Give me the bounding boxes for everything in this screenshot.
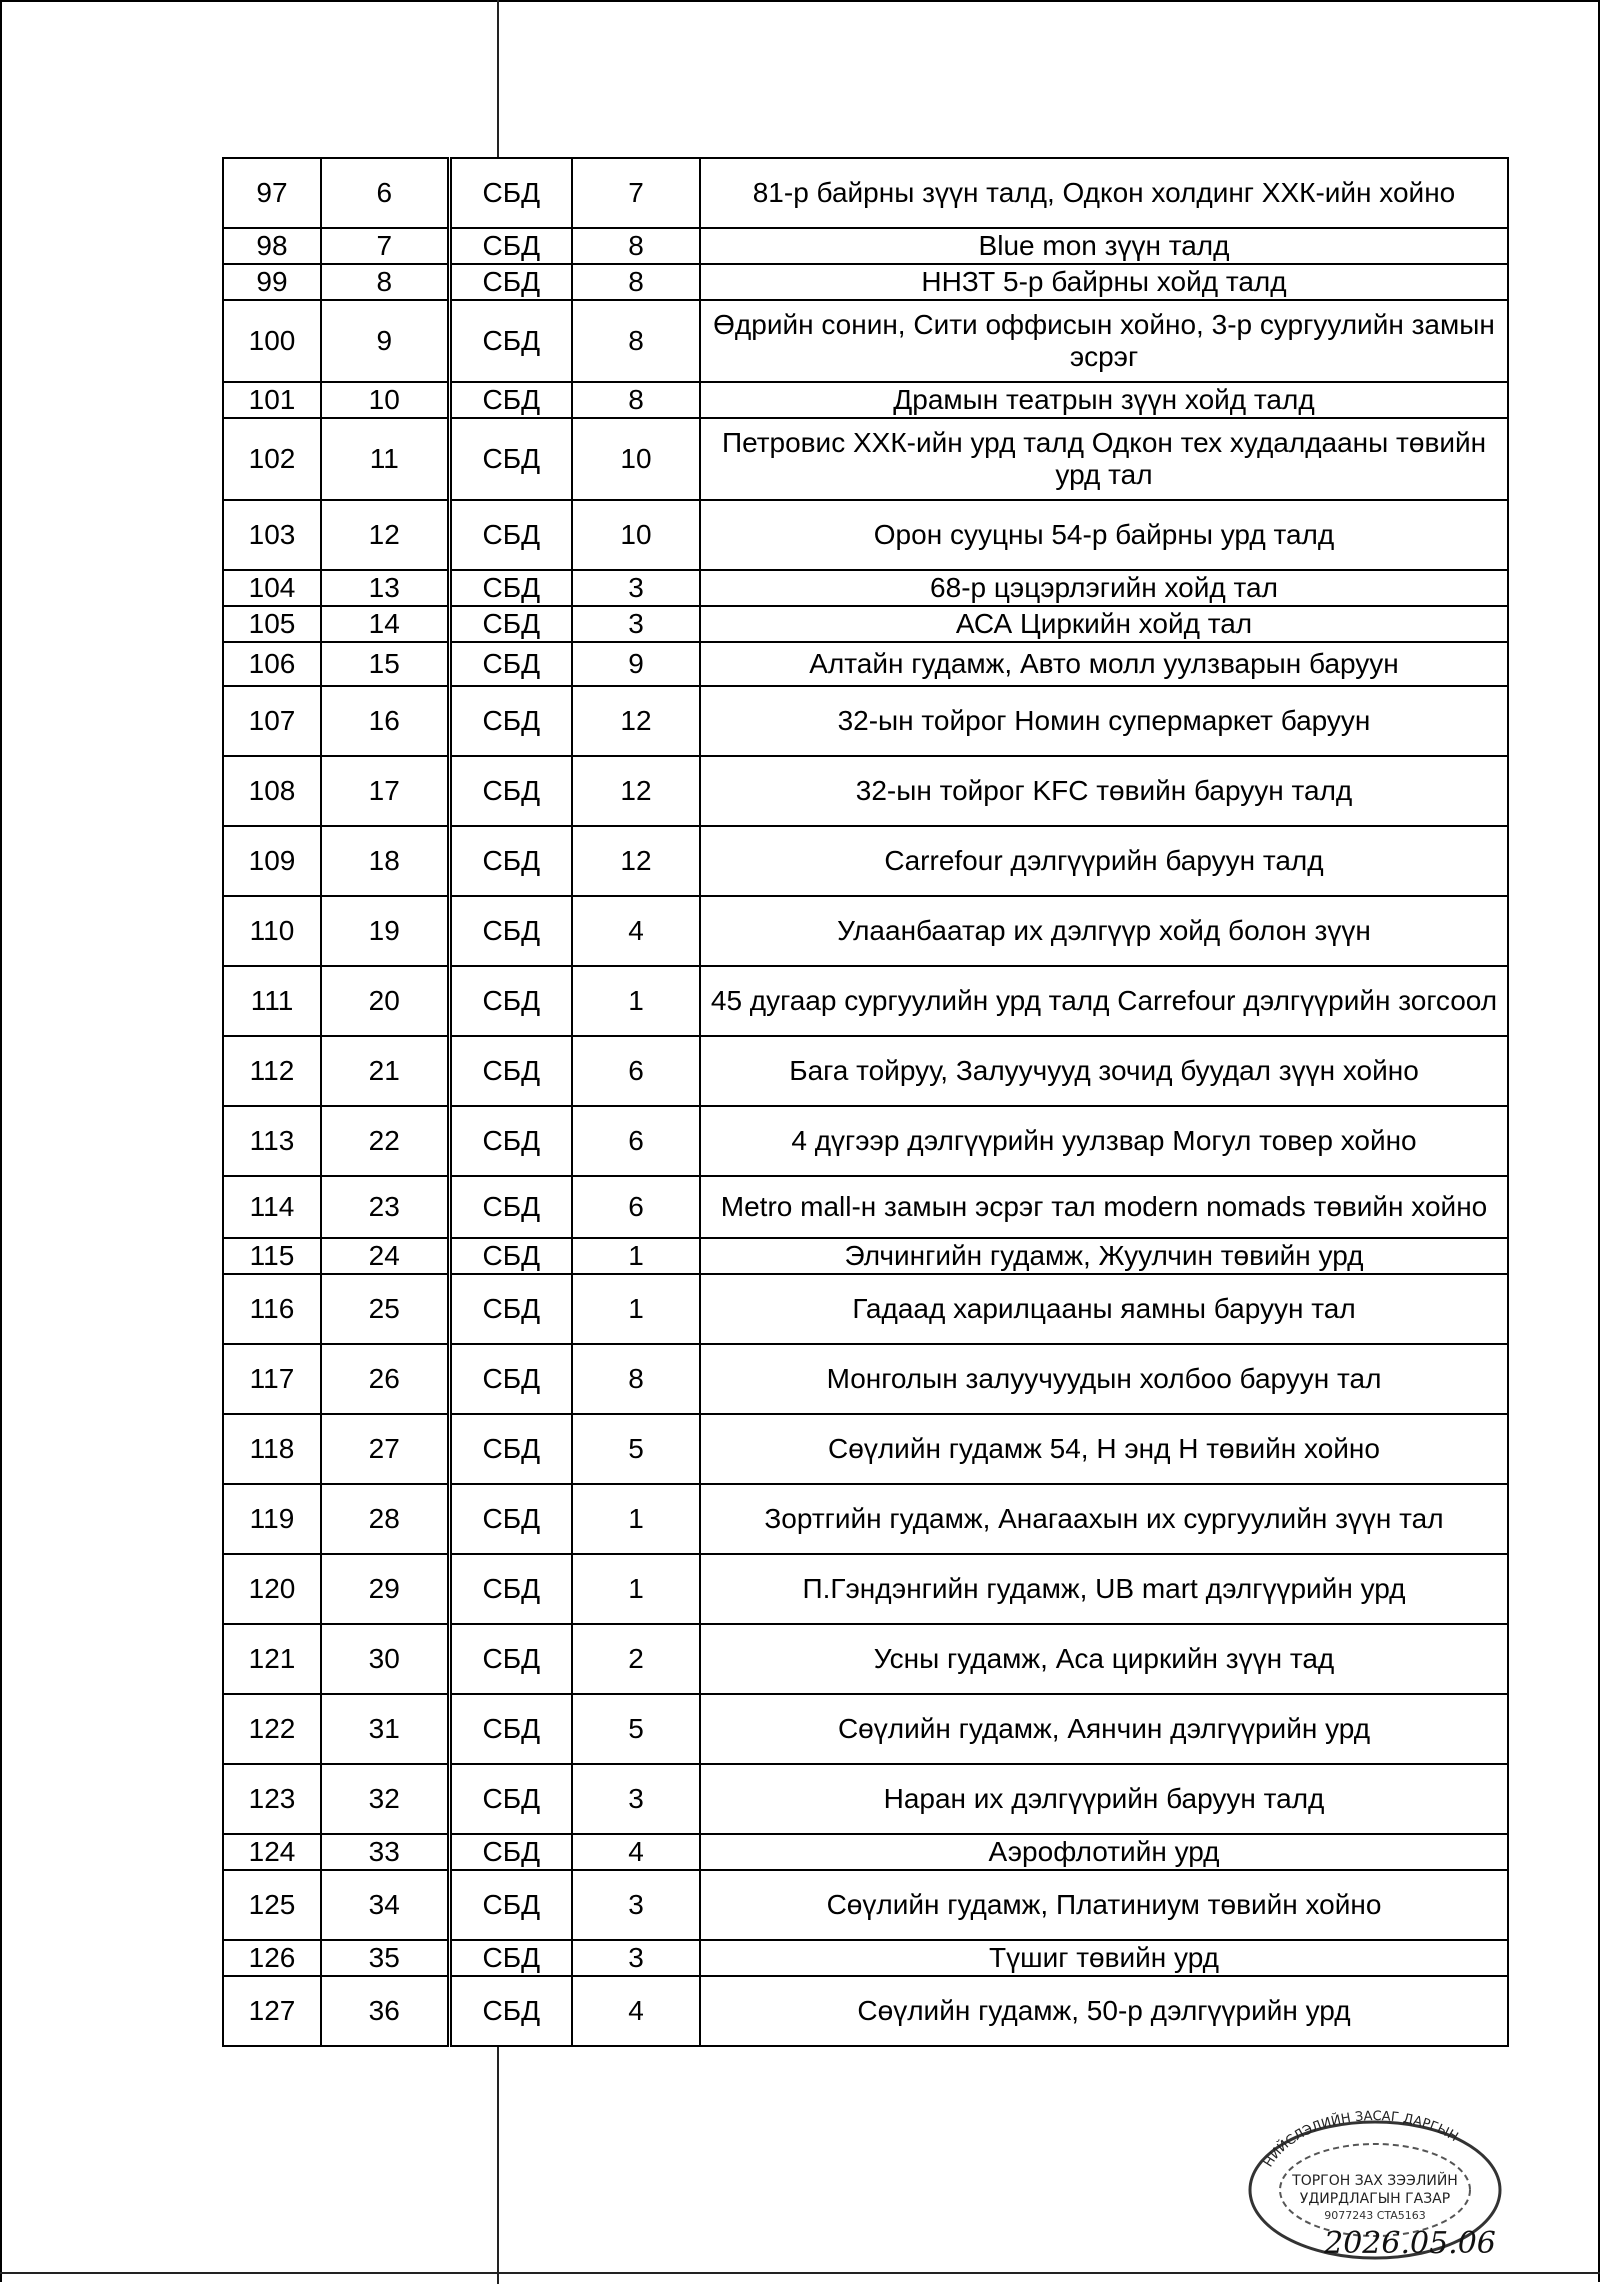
cell-type: СБД xyxy=(449,1414,572,1484)
cell-number: 112 xyxy=(223,1036,321,1106)
cell-sub-number: 27 xyxy=(321,1414,449,1484)
table-row xyxy=(223,966,1508,1036)
cell-location: Бага тойруу, Залуучууд зочид буудал зүүн хойно xyxy=(700,1036,1508,1106)
cell-district: 5 xyxy=(572,1414,700,1484)
cell-sub-number: 12 xyxy=(321,500,449,570)
cell-district: 8 xyxy=(572,382,700,418)
cell-district: 5 xyxy=(572,1694,700,1764)
cell-number: 98 xyxy=(223,228,321,264)
cell-location: 45 дугаар сургуулийн урд талд Carrefour дэлгүүрийн зогсоол xyxy=(700,966,1508,1036)
cell-type: СБД xyxy=(449,1274,572,1344)
table-row xyxy=(223,896,1508,966)
cell-type: СБД xyxy=(449,1238,572,1274)
cell-district: 6 xyxy=(572,1176,700,1238)
cell-district: 8 xyxy=(572,1344,700,1414)
cell-location: Алтайн гудамж, Авто молл уулзварын баруун xyxy=(700,642,1508,686)
cell-sub-number: 6 xyxy=(321,158,449,228)
cell-type: СБД xyxy=(449,756,572,826)
cell-number: 109 xyxy=(223,826,321,896)
cell-type: СБД xyxy=(449,158,572,228)
cell-number: 123 xyxy=(223,1764,321,1834)
cell-district: 1 xyxy=(572,966,700,1036)
table-row xyxy=(223,300,1508,382)
cell-number: 104 xyxy=(223,570,321,606)
cell-district: 1 xyxy=(572,1554,700,1624)
cell-number: 117 xyxy=(223,1344,321,1414)
cell-district: 1 xyxy=(572,1238,700,1274)
cell-type: СБД xyxy=(449,228,572,264)
cell-sub-number: 10 xyxy=(321,382,449,418)
stamp-arc-text: НИЙСЛЭЛИЙН ЗАСАГ ДАРГЫН xyxy=(1261,2108,1461,2171)
cell-number: 121 xyxy=(223,1624,321,1694)
cell-district: 8 xyxy=(572,300,700,382)
cell-district: 10 xyxy=(572,500,700,570)
cell-sub-number: 35 xyxy=(321,1940,449,1976)
table-row xyxy=(223,686,1508,756)
stamp-line1: ТОРГОН ЗАХ ЗЭЭЛИЙН xyxy=(1292,2173,1458,2189)
table-row xyxy=(223,642,1508,686)
cell-number: 115 xyxy=(223,1238,321,1274)
cell-type: СБД xyxy=(449,570,572,606)
cell-location: Монголын залуучуудын холбоо баруун тал xyxy=(700,1344,1508,1414)
cell-type: СБД xyxy=(449,642,572,686)
cell-district: 4 xyxy=(572,1976,700,2046)
cell-type: СБД xyxy=(449,300,572,382)
table-row xyxy=(223,1976,1508,2046)
cell-location: 81-р байрны зүүн талд, Одкон холдинг ХХК-ийн хойно xyxy=(700,158,1508,228)
cell-location: 4 дүгээр дэлгүүрийн уулзвар Могул товер хойно xyxy=(700,1106,1508,1176)
cell-location: Сөүлийн гудамж, 50-р дэлгүүрийн урд xyxy=(700,1976,1508,2046)
table-row xyxy=(223,756,1508,826)
cell-location: Түшиг төвийн урд xyxy=(700,1940,1508,1976)
cell-type: СБД xyxy=(449,1036,572,1106)
cell-sub-number: 11 xyxy=(321,418,449,500)
cell-number: 119 xyxy=(223,1484,321,1554)
bottom-border-line xyxy=(0,2272,1600,2274)
table-row xyxy=(223,1036,1508,1106)
cell-sub-number: 30 xyxy=(321,1624,449,1694)
cell-number: 120 xyxy=(223,1554,321,1624)
table-row xyxy=(223,1940,1508,1976)
cell-type: СБД xyxy=(449,1344,572,1414)
cell-district: 10 xyxy=(572,418,700,500)
cell-location: 68-р цэцэрлэгийн хойд тал xyxy=(700,570,1508,606)
table-row xyxy=(223,1624,1508,1694)
cell-sub-number: 14 xyxy=(321,606,449,642)
table-row xyxy=(223,1106,1508,1176)
cell-district: 6 xyxy=(572,1036,700,1106)
stamp-handwritten-date: 2026.05.06 xyxy=(1324,2226,1496,2261)
cell-district: 8 xyxy=(572,228,700,264)
table-row xyxy=(223,1238,1508,1274)
table-row xyxy=(223,1694,1508,1764)
cell-location: 32-ын тойрог Номин супермаркет баруун xyxy=(700,686,1508,756)
cell-sub-number: 23 xyxy=(321,1176,449,1238)
cell-location: Зортгийн гудамж, Анагаахын их сургуулийн зүүн тал xyxy=(700,1484,1508,1554)
cell-district: 12 xyxy=(572,686,700,756)
cell-sub-number: 21 xyxy=(321,1036,449,1106)
cell-type: СБД xyxy=(449,1554,572,1624)
cell-location: Орон сууцны 54-р байрны урд талд xyxy=(700,500,1508,570)
cell-district: 9 xyxy=(572,642,700,686)
cell-location: Өдрийн сонин, Сити оффисын хойно, 3-р сургуулийн замын эсрэг xyxy=(700,300,1508,382)
stamp-line2: УДИРДЛАГЫН ГАЗАР xyxy=(1299,2191,1451,2207)
cell-sub-number: 34 xyxy=(321,1870,449,1940)
cell-district: 12 xyxy=(572,756,700,826)
cell-number: 125 xyxy=(223,1870,321,1940)
cell-district: 1 xyxy=(572,1274,700,1344)
table-row xyxy=(223,1870,1508,1940)
cell-number: 102 xyxy=(223,418,321,500)
cell-number: 127 xyxy=(223,1976,321,2046)
cell-location: Элчингийн гудамж, Жуулчин төвийн урд xyxy=(700,1238,1508,1274)
cell-district: 3 xyxy=(572,1870,700,1940)
table-row xyxy=(223,1274,1508,1344)
cell-sub-number: 16 xyxy=(321,686,449,756)
cell-type: СБД xyxy=(449,500,572,570)
cell-type: СБД xyxy=(449,686,572,756)
cell-number: 113 xyxy=(223,1106,321,1176)
cell-type: СБД xyxy=(449,826,572,896)
cell-type: СБД xyxy=(449,1940,572,1976)
cell-sub-number: 36 xyxy=(321,1976,449,2046)
cell-location: Сөүлийн гудамж, Платиниум төвийн хойно xyxy=(700,1870,1508,1940)
cell-type: СБД xyxy=(449,1834,572,1870)
cell-number: 110 xyxy=(223,896,321,966)
table-row xyxy=(223,264,1508,300)
cell-number: 116 xyxy=(223,1274,321,1344)
table-row xyxy=(223,1344,1508,1414)
cell-district: 3 xyxy=(572,606,700,642)
table-row xyxy=(223,382,1508,418)
cell-type: СБД xyxy=(449,1484,572,1554)
cell-number: 97 xyxy=(223,158,321,228)
cell-location: Carrefour дэлгүүрийн баруун талд xyxy=(700,826,1508,896)
cell-district: 12 xyxy=(572,826,700,896)
cell-sub-number: 9 xyxy=(321,300,449,382)
cell-type: СБД xyxy=(449,1106,572,1176)
cell-number: 106 xyxy=(223,642,321,686)
cell-district: 4 xyxy=(572,896,700,966)
cell-sub-number: 31 xyxy=(321,1694,449,1764)
cell-type: СБД xyxy=(449,1764,572,1834)
cell-sub-number: 19 xyxy=(321,896,449,966)
table-row xyxy=(223,500,1508,570)
cell-district: 1 xyxy=(572,1484,700,1554)
cell-type: СБД xyxy=(449,896,572,966)
table-row xyxy=(223,570,1508,606)
cell-district: 7 xyxy=(572,158,700,228)
cell-sub-number: 26 xyxy=(321,1344,449,1414)
location-table xyxy=(222,157,1509,2047)
cell-type: СБД xyxy=(449,606,572,642)
cell-district: 4 xyxy=(572,1834,700,1870)
cell-number: 103 xyxy=(223,500,321,570)
cell-type: СБД xyxy=(449,1694,572,1764)
cell-type: СБД xyxy=(449,264,572,300)
cell-location: Сөүлийн гудамж 54, Н энд Н төвийн хойно xyxy=(700,1414,1508,1484)
cell-location: Гадаад харилцааны яамны баруун тал xyxy=(700,1274,1508,1344)
cell-location: П.Гэндэнгийн гудамж, UB mart дэлгүүрийн урд xyxy=(700,1554,1508,1624)
stamp-codes: 9077243 CTA5163 xyxy=(1324,2209,1426,2222)
cell-district: 2 xyxy=(572,1624,700,1694)
cell-district: 8 xyxy=(572,264,700,300)
cell-number: 105 xyxy=(223,606,321,642)
cell-sub-number: 24 xyxy=(321,1238,449,1274)
cell-location: Усны гудамж, Аса циркийн зүүн тад xyxy=(700,1624,1508,1694)
cell-location: Наран их дэлгүүрийн баруун талд xyxy=(700,1764,1508,1834)
cell-number: 99 xyxy=(223,264,321,300)
table-row xyxy=(223,1484,1508,1554)
table-body xyxy=(223,158,1508,2046)
table-row xyxy=(223,826,1508,896)
cell-sub-number: 13 xyxy=(321,570,449,606)
table-row xyxy=(223,1176,1508,1238)
cell-sub-number: 32 xyxy=(321,1764,449,1834)
cell-location: Metro mall-н замын эсрэг тал modern nomads төвийн хойно xyxy=(700,1176,1508,1238)
cell-location: Blue mon зүүн талд xyxy=(700,228,1508,264)
table-row xyxy=(223,1554,1508,1624)
cell-sub-number: 25 xyxy=(321,1274,449,1344)
cell-sub-number: 15 xyxy=(321,642,449,686)
table-row xyxy=(223,1764,1508,1834)
table-row xyxy=(223,228,1508,264)
cell-number: 101 xyxy=(223,382,321,418)
cell-sub-number: 22 xyxy=(321,1106,449,1176)
cell-sub-number: 8 xyxy=(321,264,449,300)
cell-type: СБД xyxy=(449,382,572,418)
cell-number: 114 xyxy=(223,1176,321,1238)
cell-type: СБД xyxy=(449,966,572,1036)
cell-sub-number: 20 xyxy=(321,966,449,1036)
cell-sub-number: 17 xyxy=(321,756,449,826)
cell-location: АСА Циркийн хойд тал xyxy=(700,606,1508,642)
cell-location: Сөүлийн гудамж, Аянчин дэлгүүрийн урд xyxy=(700,1694,1508,1764)
cell-sub-number: 7 xyxy=(321,228,449,264)
cell-number: 126 xyxy=(223,1940,321,1976)
cell-location: Драмын театрын зүүн хойд талд xyxy=(700,382,1508,418)
cell-number: 107 xyxy=(223,686,321,756)
cell-number: 122 xyxy=(223,1694,321,1764)
cell-location: 32-ын тойрог KFC төвийн баруун талд xyxy=(700,756,1508,826)
table-row xyxy=(223,1414,1508,1484)
cell-number: 108 xyxy=(223,756,321,826)
cell-number: 111 xyxy=(223,966,321,1036)
cell-type: СБД xyxy=(449,1624,572,1694)
cell-district: 3 xyxy=(572,1940,700,1976)
cell-location: Аэрофлотийн урд xyxy=(700,1834,1508,1870)
cell-type: СБД xyxy=(449,1976,572,2046)
cell-location: ННЗТ 5-р байрны хойд талд xyxy=(700,264,1508,300)
cell-type: СБД xyxy=(449,1176,572,1238)
cell-district: 6 xyxy=(572,1106,700,1176)
cell-location: Улаанбаатар их дэлгүүр хойд болон зүүн xyxy=(700,896,1508,966)
cell-type: СБД xyxy=(449,418,572,500)
official-stamp xyxy=(1225,2095,1525,2265)
cell-sub-number: 18 xyxy=(321,826,449,896)
cell-location: Петровис ХХК-ийн урд талд Одкон тех худалдааны төвийн урд тал xyxy=(700,418,1508,500)
cell-number: 118 xyxy=(223,1414,321,1484)
cell-sub-number: 33 xyxy=(321,1834,449,1870)
cell-sub-number: 29 xyxy=(321,1554,449,1624)
cell-type: СБД xyxy=(449,1870,572,1940)
cell-sub-number: 28 xyxy=(321,1484,449,1554)
cell-district: 3 xyxy=(572,1764,700,1834)
cell-number: 124 xyxy=(223,1834,321,1870)
table-row xyxy=(223,606,1508,642)
cell-district: 3 xyxy=(572,570,700,606)
table-row xyxy=(223,418,1508,500)
table-row xyxy=(223,158,1508,228)
cell-number: 100 xyxy=(223,300,321,382)
table-row xyxy=(223,1834,1508,1870)
